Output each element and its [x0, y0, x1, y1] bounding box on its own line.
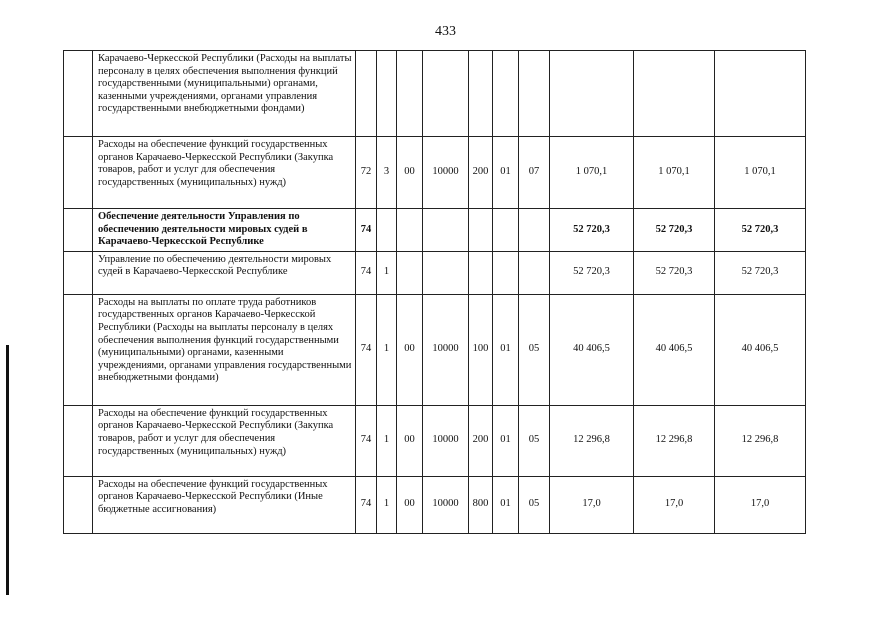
subsection-code [519, 51, 550, 137]
direction-code [423, 51, 469, 137]
amount-year-2: 17,0 [634, 476, 715, 533]
amount-year-1: 52 720,3 [550, 251, 634, 294]
amount-year-3: 52 720,3 [715, 209, 806, 252]
item-name: Управление по обеспечению деятельности мировых судей в Карачаево-Черкесской Республике [93, 251, 356, 294]
subprogram-code: 00 [397, 137, 423, 209]
amount-year-2: 52 720,3 [634, 209, 715, 252]
amount-year-1: 12 296,8 [550, 405, 634, 476]
amount-year-1 [550, 51, 634, 137]
program-code: 1 [377, 405, 397, 476]
expense-type-code [469, 209, 493, 252]
direction-code: 10000 [423, 405, 469, 476]
row-number-cell [64, 51, 93, 137]
ministry-code: 72 [356, 137, 377, 209]
program-code: 1 [377, 294, 397, 405]
program-code [377, 209, 397, 252]
section-code [493, 51, 519, 137]
ministry-code: 74 [356, 405, 377, 476]
amount-year-2 [634, 51, 715, 137]
subsection-code: 05 [519, 476, 550, 533]
table-row [64, 476, 806, 533]
subsection-code: 05 [519, 294, 550, 405]
row-number-cell [64, 405, 93, 476]
item-name: Обеспечение деятельности Управления по обеспечению деятельности мировых судей в Карачаево-Черкесской Республике [93, 209, 356, 252]
direction-code [423, 251, 469, 294]
ministry-code: 74 [356, 476, 377, 533]
expense-type-code: 200 [469, 405, 493, 476]
program-code: 3 [377, 137, 397, 209]
item-name: Расходы на обеспечение функций государственных органов Карачаево-Черкесской Республики (Иные бюджетные ассигнования) [93, 476, 356, 533]
expense-type-code [469, 51, 493, 137]
expense-type-code [469, 251, 493, 294]
section-code: 01 [493, 294, 519, 405]
amount-year-2: 40 406,5 [634, 294, 715, 405]
amount-year-1: 1 070,1 [550, 137, 634, 209]
subprogram-code: 00 [397, 294, 423, 405]
direction-code: 10000 [423, 137, 469, 209]
item-name: Расходы на обеспечение функций государственных органов Карачаево-Черкесской Республики (Закупка товаров, работ и услуг для обеспечения государственных (муниципальных) нужд) [93, 405, 356, 476]
program-code: 1 [377, 476, 397, 533]
expense-type-code: 100 [469, 294, 493, 405]
row-number-cell [64, 209, 93, 252]
row-number-cell [64, 137, 93, 209]
amount-year-2: 12 296,8 [634, 405, 715, 476]
table-row [64, 294, 806, 405]
amount-year-3: 1 070,1 [715, 137, 806, 209]
expense-type-code: 200 [469, 137, 493, 209]
amount-year-2: 1 070,1 [634, 137, 715, 209]
subprogram-code [397, 209, 423, 252]
row-number-cell [64, 251, 93, 294]
subprogram-code: 00 [397, 405, 423, 476]
section-code [493, 209, 519, 252]
program-code: 1 [377, 251, 397, 294]
table-row [64, 209, 806, 252]
ministry-code: 74 [356, 209, 377, 252]
direction-code: 10000 [423, 476, 469, 533]
program-code [377, 51, 397, 137]
table-row [64, 51, 806, 137]
subsection-code [519, 209, 550, 252]
ministry-code: 74 [356, 294, 377, 405]
section-code: 01 [493, 405, 519, 476]
amount-year-3: 40 406,5 [715, 294, 806, 405]
amount-year-3: 52 720,3 [715, 251, 806, 294]
subsection-code [519, 251, 550, 294]
table-row [64, 405, 806, 476]
table-row [64, 137, 806, 209]
subprogram-code: 00 [397, 476, 423, 533]
section-code [493, 251, 519, 294]
amount-year-3 [715, 51, 806, 137]
section-code: 01 [493, 476, 519, 533]
amount-year-3: 17,0 [715, 476, 806, 533]
budget-table [63, 50, 806, 534]
row-number-cell [64, 294, 93, 405]
page-number: 433 [435, 24, 456, 39]
scan-edge-mark [6, 345, 9, 595]
expense-type-code: 800 [469, 476, 493, 533]
direction-code [423, 209, 469, 252]
amount-year-1: 17,0 [550, 476, 634, 533]
item-name: Карачаево-Черкесской Республики (Расходы на выплаты персоналу в целях обеспечения выполнения функций государственными (муниципальными) органами, казенными учреждениями, органами управления государственными внебюджетными фондами) [93, 51, 356, 137]
amount-year-1: 52 720,3 [550, 209, 634, 252]
subprogram-code [397, 51, 423, 137]
item-name: Расходы на обеспечение функций государственных органов Карачаево-Черкесской Республики (Закупка товаров, работ и услуг для обеспечения государственных (муниципальных) нужд) [93, 137, 356, 209]
section-code: 01 [493, 137, 519, 209]
table-body [64, 51, 806, 534]
amount-year-3: 12 296,8 [715, 405, 806, 476]
direction-code: 10000 [423, 294, 469, 405]
subsection-code: 07 [519, 137, 550, 209]
subprogram-code [397, 251, 423, 294]
ministry-code [356, 51, 377, 137]
item-name: Расходы на выплаты по оплате труда работников государственных органов Карачаево-Черкесской Республики (Расходы на выплаты персоналу в целях обеспечения выполнения функций государственными (муниципальными) органами, казенными учреждениями, органами управления государственными внебюджетными фондами) [93, 294, 356, 405]
subsection-code: 05 [519, 405, 550, 476]
amount-year-1: 40 406,5 [550, 294, 634, 405]
row-number-cell [64, 476, 93, 533]
ministry-code: 74 [356, 251, 377, 294]
table-row [64, 251, 806, 294]
amount-year-2: 52 720,3 [634, 251, 715, 294]
